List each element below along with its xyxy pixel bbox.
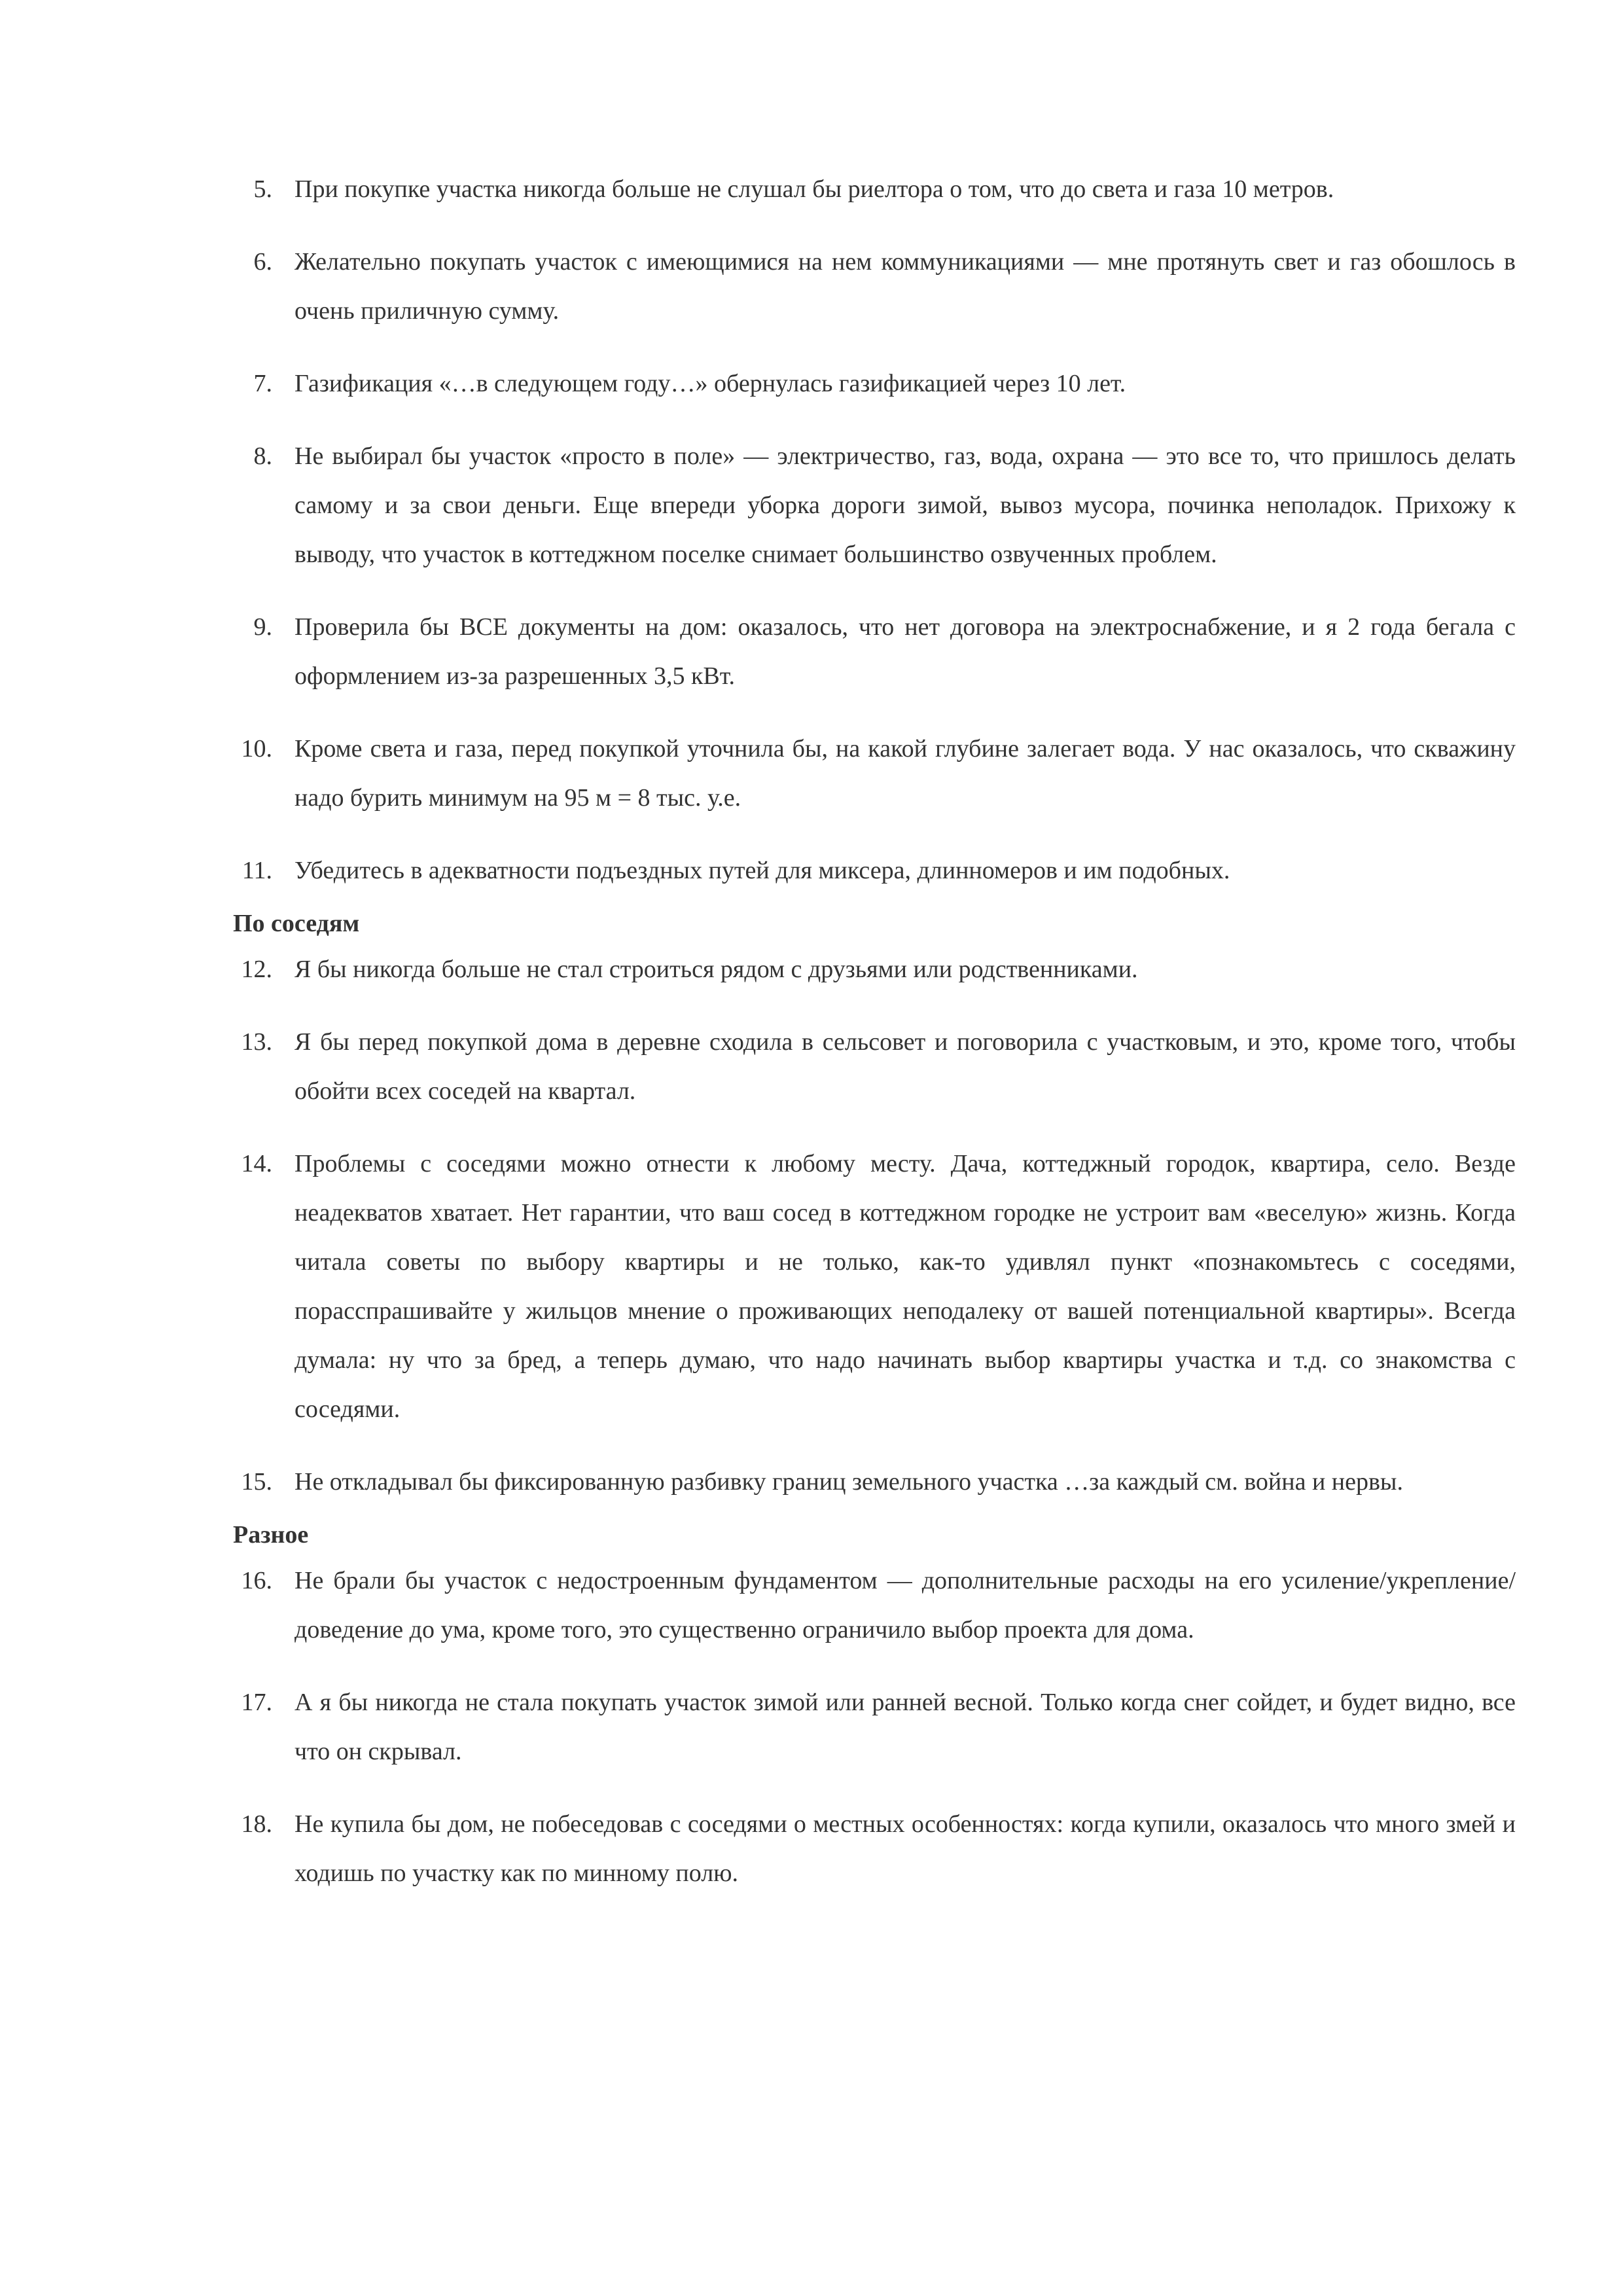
list-item xyxy=(233,1018,1516,1116)
list-item-number: 8. xyxy=(253,442,272,470)
list-item-text: Кроме света и газа, перед покупкой уточнила бы, на какой глубине залегает вода. У нас оказалось, что скважину надо бурить минимум на 95 м = 8 тыс. у.е. xyxy=(294,735,1516,812)
list-item-number: 14. xyxy=(241,1150,272,1177)
list-item-text: А я бы никогда не стала покупать участок зимой или ранней весной. Только когда снег сойдет, и будет видно, все что он скрывал. xyxy=(294,1689,1516,1765)
list-item-number: 12. xyxy=(241,956,272,983)
list-item-number: 10. xyxy=(241,735,272,762)
list-item-text: Желательно покупать участок с имеющимися на нем коммуникациями — мне протянуть свет и газ обошлось в очень приличную сумму. xyxy=(294,248,1516,325)
list-item xyxy=(233,1800,1516,1898)
list-item xyxy=(233,238,1516,336)
list-item-number: 17. xyxy=(241,1689,272,1716)
list-item xyxy=(233,165,1516,214)
section-heading-neighbors: По соседям xyxy=(233,910,360,937)
list-item xyxy=(233,1458,1516,1507)
list-item-number: 15. xyxy=(241,1468,272,1496)
list-item-text: Не выбирал бы участок «просто в поле» — электричество, газ, вода, охрана — это все то, что пришлось делать самому и за свои деньги. Еще впереди уборка дороги зимой, вывоз мусора, починка неполадок. Прихожу к выводу, что участок в коттеджном поселке снимает большинство озвученных проблем. xyxy=(294,442,1516,568)
list-item-number: 11. xyxy=(241,857,272,884)
list-item-number: 13. xyxy=(241,1028,272,1056)
list-item xyxy=(233,725,1516,823)
list-item-text: Я бы перед покупкой дома в деревне сходила в сельсовет и поговорила с участковым, и это, кроме того, чтобы обойти всех соседей на квартал. xyxy=(294,1028,1516,1105)
list-item-text: Проверила бы ВСЕ документы на дом: оказалось, что нет договора на электроснабжение, и я 2 года бегала с оформлением из-за разрешенных 3,5 кВт. xyxy=(294,613,1516,690)
list-item-text: Газификация «…в следующем году…» обернулась газификацией через 10 лет. xyxy=(294,370,1126,397)
list-item-text: Не брали бы участок с недостроенным фундаментом — дополнительные расходы на его усиление/укрепление/доведение до ума, кроме того, это существенно ограничило выбор проекта для дома. xyxy=(294,1567,1516,1643)
list-item-text: При покупке участка никогда больше не слушал бы риелтора о том, что до света и газа 10 метров. xyxy=(294,175,1334,203)
list-item xyxy=(233,1678,1516,1776)
list-item-number: 9. xyxy=(253,613,272,641)
list-item xyxy=(233,1139,1516,1434)
list-item-text: Я бы никогда больше не стал строиться рядом с друзьями или родственниками. xyxy=(294,956,1138,983)
document-content xyxy=(233,165,1516,1922)
list-item xyxy=(233,945,1516,994)
list-item-text: Не купила бы дом, не побеседовав с соседями о местных особенностях: когда купили, оказалось что много змей и ходишь по участку как по минному полю. xyxy=(294,1810,1516,1887)
list-item-number: 7. xyxy=(253,370,272,397)
list-item xyxy=(233,1556,1516,1655)
list-item-number: 6. xyxy=(253,248,272,276)
list-item xyxy=(233,603,1516,701)
list-item-text: Не откладывал бы фиксированную разбивку границ земельного участка …за каждый см. война и нервы. xyxy=(294,1468,1403,1496)
list-item-number: 16. xyxy=(241,1567,272,1594)
list-item-text: Убедитесь в адекватности подъездных путей для миксера, длинномеров и им подобных. xyxy=(294,857,1230,884)
list-item xyxy=(233,432,1516,579)
section-heading-misc: Разное xyxy=(233,1521,309,1549)
list-item xyxy=(233,359,1516,408)
list-item-number: 5. xyxy=(253,175,272,203)
list-item xyxy=(233,846,1516,895)
list-item-number: 18. xyxy=(241,1810,272,1838)
list-item-text: Проблемы с соседями можно отнести к любому месту. Дача, коттеджный городок, квартира, село. Везде неадекватов хватает. Нет гарантии, что ваш сосед в коттеджном городке не устроит вам «веселую» жизнь. Когда читала советы по выбору квартиры и не только, как-то удивлял пункт «познакомьтесь с соседями, порасспрашивайте у жильцов мнение о проживающих неподалеку от вашей потенциальной квартиры». Всегда думала: ну что за бред, а теперь думаю, что надо начинать выбор квартиры участка и т.д. со знакомства с соседями. xyxy=(294,1150,1516,1423)
